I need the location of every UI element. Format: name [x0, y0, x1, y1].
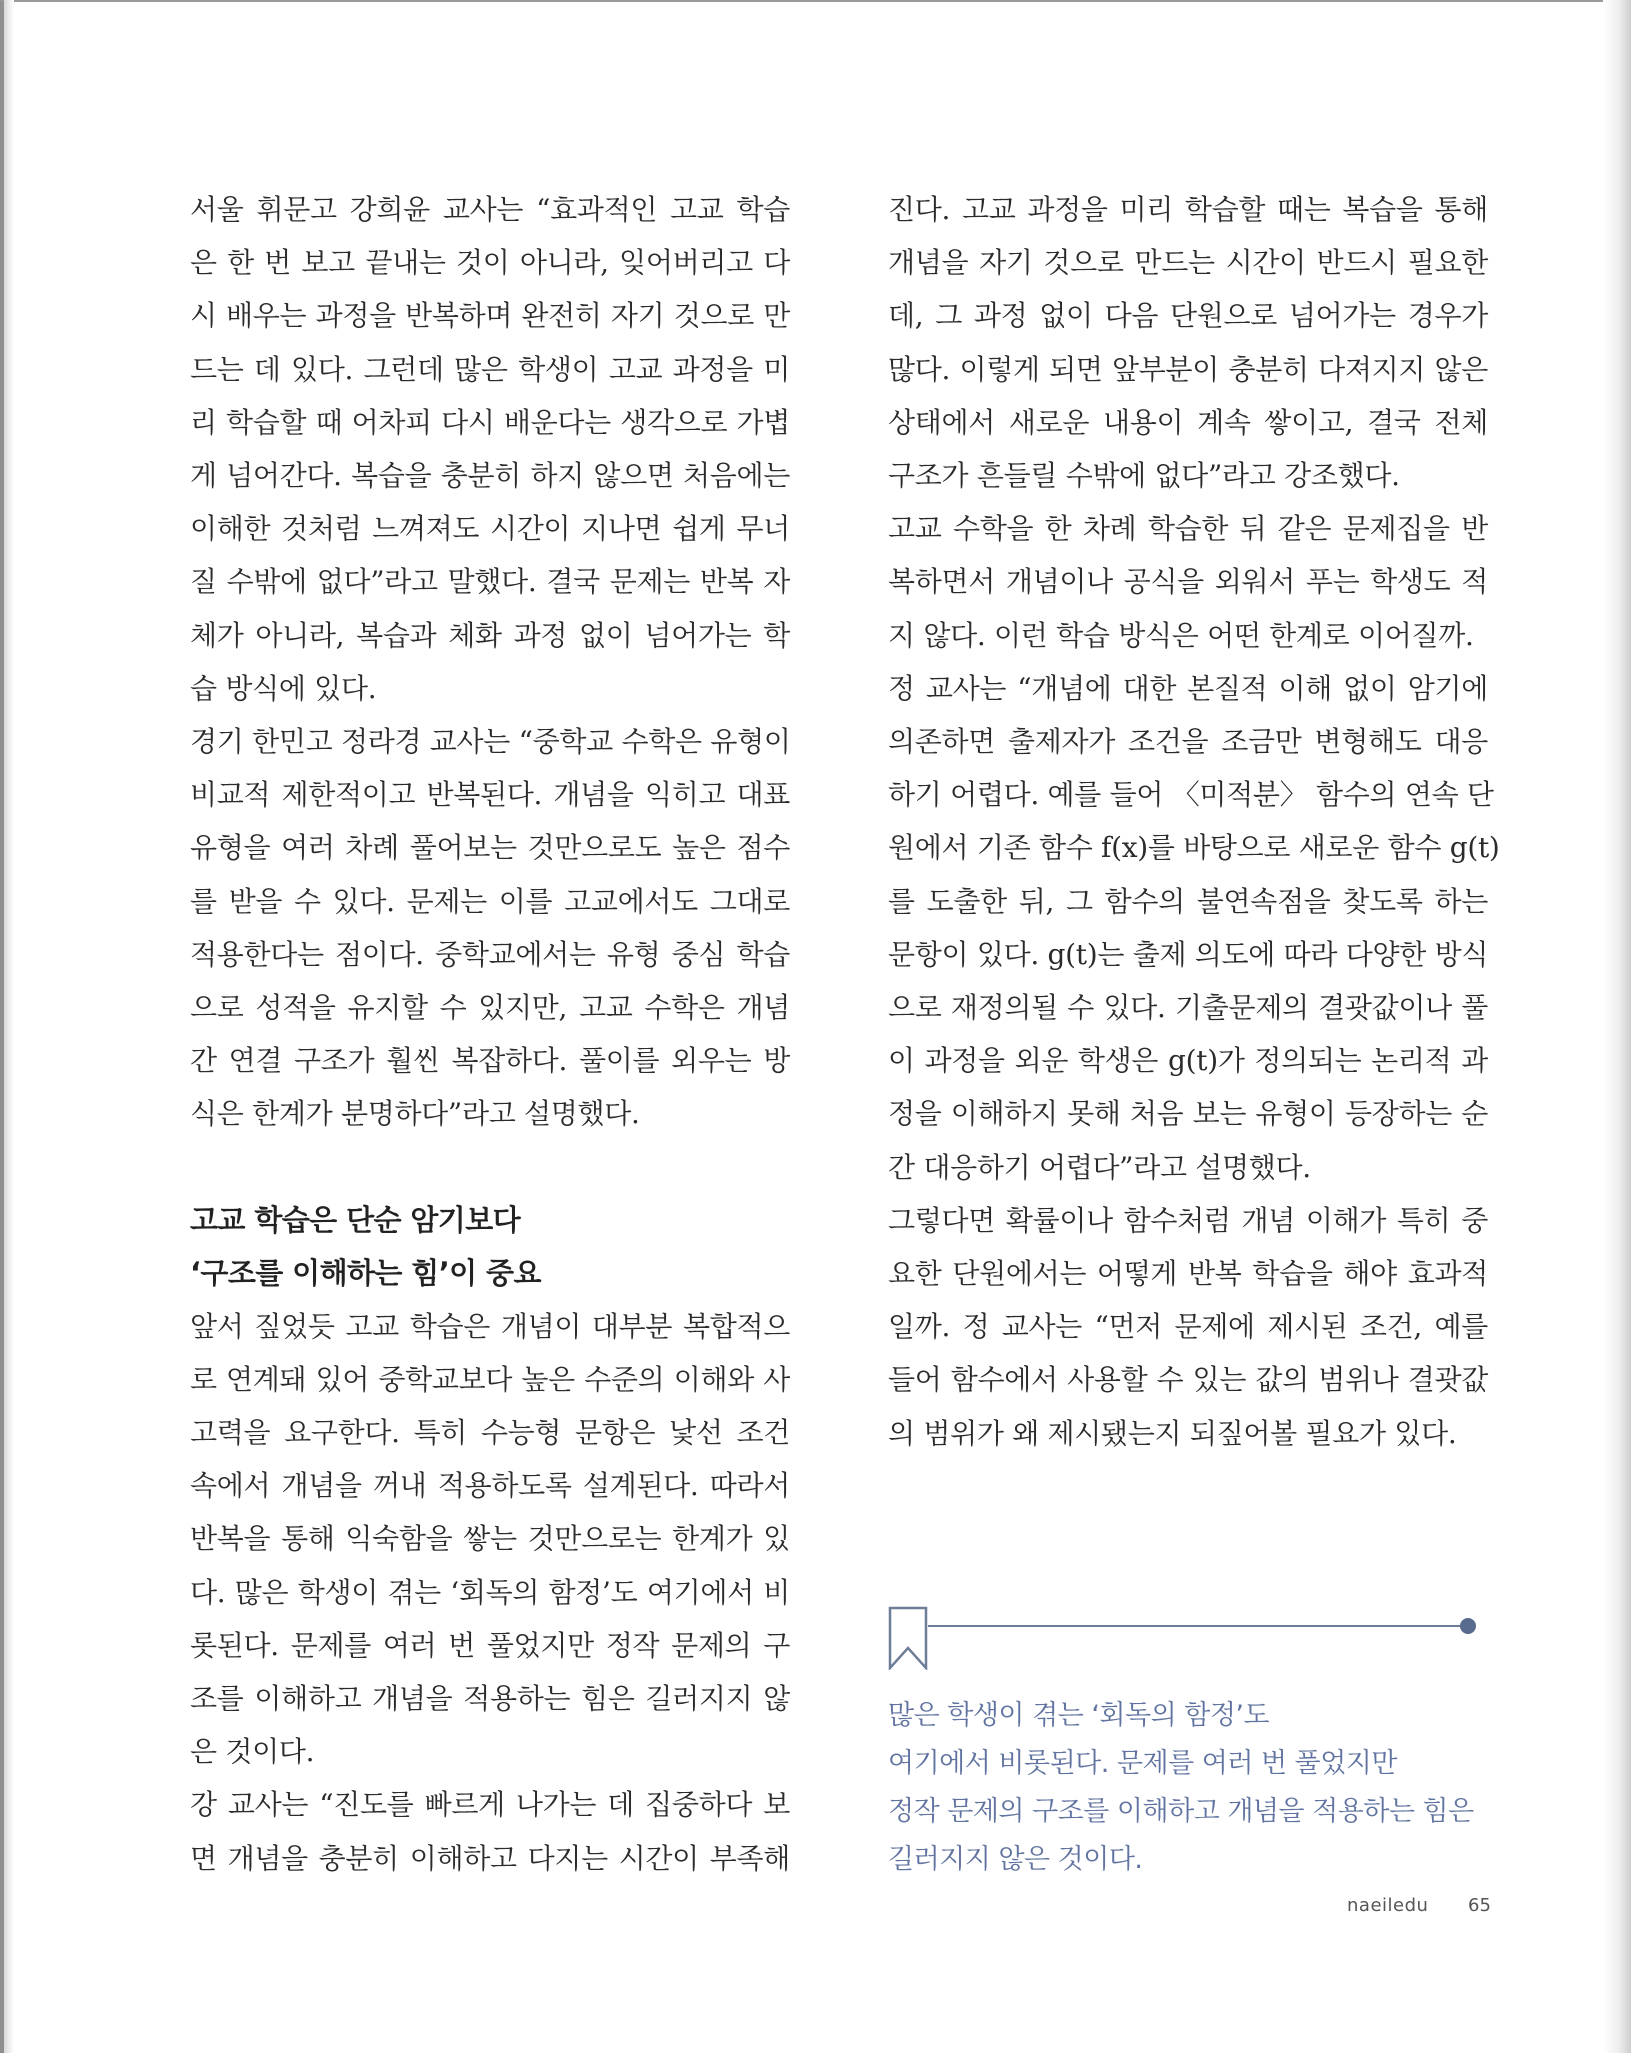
text-line: 은 한 번 보고 끝내는 것이 아니라, 잊어버리고 다	[190, 246, 790, 280]
text-line: 은 것이다.	[190, 1735, 315, 1769]
divider-line	[928, 1625, 1468, 1627]
pull-quote	[888, 1692, 1508, 1884]
text-line: 의존하면 출제자가 조건을 조금만 변형해도 대응	[888, 725, 1488, 759]
pull-quote-line: 길러지지 않은 것이다.	[888, 1844, 1143, 1875]
text-line: 유형을 여러 차례 풀어보는 것만으로도 높은 점수	[190, 831, 790, 865]
text-line: 복하면서 개념이나 공식을 외워서 푸는 학생도 적	[888, 565, 1488, 599]
text-line: 경기 한민고 정라경 교사는 “중학교 수학은 유형이	[190, 725, 791, 759]
text-line: 고교 수학을 한 차례 학습한 뒤 같은 문제집을 반	[888, 512, 1488, 546]
paragraph	[888, 1194, 1488, 1460]
text-line: 반복을 통해 익숙함을 쌓는 것만으로는 한계가 있	[190, 1522, 790, 1556]
text-line: 많다. 이렇게 되면 앞부분이 충분히 다져지지 않은	[888, 352, 1488, 386]
text-line: 강 교사는 “진도를 빠르게 나가는 데 집중하다 보	[190, 1788, 790, 1822]
text-line: 다. 많은 학생이 겪는 ‘회독의 함정’도 여기에서 비	[190, 1575, 790, 1609]
text-line: 들어 함수에서 사용할 수 있는 값의 범위나 결괏값	[888, 1363, 1488, 1397]
paragraph	[190, 183, 790, 715]
pull-quote-line: 많은 학생이 겪는 ‘회독의 함정’도	[888, 1700, 1270, 1731]
text-line: 이해한 것처럼 느껴져도 시간이 지나면 쉽게 무너	[190, 512, 790, 546]
pullquote-divider	[888, 1606, 1488, 1670]
text-line: 게 넘어간다. 복습을 충분히 하지 않으면 처음에는	[190, 459, 790, 493]
right-column	[888, 183, 1500, 1460]
section-heading-line: 고교 학습은 단순 암기보다	[190, 1202, 521, 1237]
text-line: 진다. 고교 과정을 미리 학습할 때는 복습을 통해	[888, 193, 1488, 226]
text-line: 질 수밖에 없다”라고 말했다. 결국 문제는 반복 자	[190, 565, 790, 599]
text-line: 하기 어렵다. 예를 들어 〈미적분〉 함수의 연속 단	[888, 778, 1494, 812]
text-line: 문항이 있다. g(t)는 출제 의도에 따라 다양한 방식	[888, 937, 1489, 971]
text-line: 지 않다. 이런 학습 방식은 어떤 한계로 이어질까.	[888, 618, 1474, 652]
text-line: 습 방식에 있다.	[190, 671, 377, 705]
text-line: 리 학습할 때 어차피 다시 배운다는 생각으로 가볍	[190, 405, 790, 439]
pull-quote-line: 여기에서 비롯된다. 문제를 여러 번 풀었지만	[888, 1748, 1397, 1779]
text-line: 면 개념을 충분히 이해하고 다지는 시간이 부족해	[190, 1841, 790, 1875]
divider-dot	[1460, 1618, 1476, 1634]
paragraph	[888, 502, 1488, 662]
text-line: 간 연결 구조가 훨씬 복잡하다. 풀이를 외우는 방	[190, 1044, 790, 1078]
page-number: 65	[1468, 1895, 1491, 1916]
paragraph	[190, 1300, 790, 1779]
text-line: 일까. 정 교사는 “먼저 문제에 제시된 조건, 예를	[888, 1310, 1488, 1344]
text-line: 구조가 흔들릴 수밖에 없다”라고 강조했다.	[888, 459, 1400, 493]
text-line: 를 받을 수 있다. 문제는 이를 고교에서도 그대로	[190, 884, 790, 918]
text-line: 를 도출한 뒤, 그 함수의 불연속점을 찾도록 하는	[888, 884, 1488, 918]
bookmark-icon	[888, 1606, 928, 1670]
section-heading-line: ‘구조를 이해하는 힘’이 중요	[190, 1255, 541, 1290]
pull-quote-line: 정작 문제의 구조를 이해하고 개념을 적용하는 힘은	[888, 1796, 1474, 1827]
page-gutter-shadow	[4, 0, 14, 2053]
text-line: 이 과정을 외운 학생은 g(t)가 정의되는 논리적 과	[888, 1044, 1488, 1078]
text-line: 체가 아니라, 복습과 체화 과정 없이 넘어가는 학	[190, 618, 790, 652]
text-line: 정 교사는 “개념에 대한 본질적 이해 없이 암기에	[888, 671, 1488, 705]
text-line: 원에서 기존 함수 f(x)를 바탕으로 새로운 함수 g(t)	[888, 831, 1500, 865]
left-column	[190, 183, 790, 1885]
page-edge-shadow	[1603, 0, 1631, 2053]
footer-brand: naeiledu	[1347, 1895, 1429, 1916]
section-heading	[190, 1194, 790, 1300]
text-line: 롯된다. 문제를 여러 번 풀었지만 정작 문제의 구	[190, 1628, 790, 1662]
paragraph	[190, 1778, 790, 1884]
text-line: 식은 한계가 분명하다”라고 설명했다.	[190, 1097, 640, 1131]
text-line: 드는 데 있다. 그런데 많은 학생이 고교 과정을 미	[190, 352, 790, 386]
text-line: 상태에서 새로운 내용이 계속 쌓이고, 결국 전체	[888, 405, 1488, 439]
paragraph	[888, 183, 1488, 502]
paragraph	[888, 662, 1500, 1194]
text-line: 으로 재정의될 수 있다. 기출문제의 결괏값이나 풀	[888, 991, 1488, 1025]
text-line: 적용한다는 점이다. 중학교에서는 유형 중심 학습	[190, 937, 790, 971]
text-line: 그렇다면 확률이나 함수처럼 개념 이해가 특히 중	[888, 1203, 1488, 1237]
text-line: 비교적 제한적이고 반복된다. 개념을 익히고 대표	[190, 778, 790, 812]
text-line: 서울 휘문고 강희윤 교사는 “효과적인 고교 학습	[190, 193, 790, 226]
text-line: 시 배우는 과정을 반복하며 완전히 자기 것으로 만	[190, 299, 790, 333]
text-line: 요한 단원에서는 어떻게 반복 학습을 해야 효과적	[888, 1257, 1488, 1291]
text-line: 앞서 짚었듯 고교 학습은 개념이 대부분 복합적으	[190, 1309, 790, 1343]
text-line: 속에서 개념을 꺼내 적용하도록 설계된다. 따라서	[190, 1469, 790, 1503]
text-line: 간 대응하기 어렵다”라고 설명했다.	[888, 1150, 1311, 1184]
text-line: 으로 성적을 유지할 수 있지만, 고교 수학은 개념	[190, 991, 790, 1025]
text-line: 로 연계돼 있어 중학교보다 높은 수준의 이해와 사	[190, 1362, 790, 1396]
text-line: 정을 이해하지 못해 처음 보는 유형이 등장하는 순	[888, 1097, 1488, 1131]
text-line: 조를 이해하고 개념을 적용하는 힘은 길러지지 않	[190, 1682, 790, 1716]
text-line: 고력을 요구한다. 특히 수능형 문항은 낯선 조건	[190, 1416, 790, 1450]
paragraph	[190, 715, 790, 1141]
text-line: 개념을 자기 것으로 만드는 시간이 반드시 필요한	[888, 246, 1488, 280]
text-line: 의 범위가 왜 제시됐는지 되짚어볼 필요가 있다.	[888, 1416, 1457, 1450]
text-line: 데, 그 과정 없이 다음 단원으로 넘어가는 경우가	[888, 299, 1488, 333]
